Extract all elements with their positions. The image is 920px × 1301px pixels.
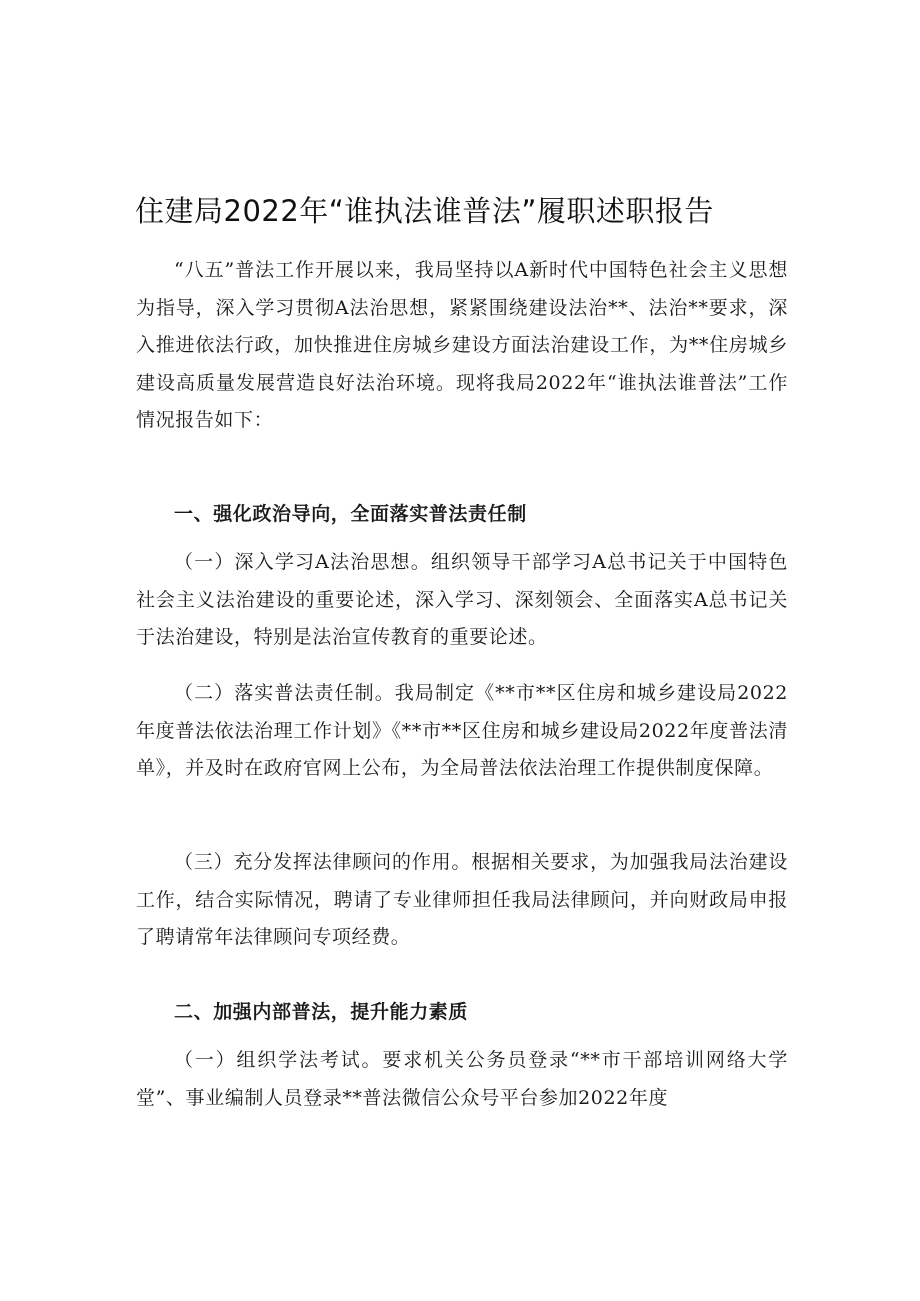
section-heading-1: 一、强化政治导向，全面落实普法责任制 xyxy=(174,503,527,525)
section-1-paragraph-1: （一）深入学习A法治思想。组织领导干部学习A总书记关于中国特色社会主义法治建设的重要论述，深入学习、深刻领会、全面落实A总书记关于法治建设，特别是法治宣传教育的重要论述。 xyxy=(136,551,788,648)
intro-paragraph: “八五”普法工作开展以来，我局坚持以A新时代中国特色社会主义思想为指导，深入学习贯彻A法治思想，紧紧围绕建设法治**、法治**要求，深入推进依法行政，加快推进住房城乡建设方面法治建设工作，为**住房城乡建设高质量发展营造良好法治环境。现将我局2022年“谁执法谁普法”工作情况报告如下： xyxy=(136,259,788,431)
section-1-paragraph-2: （二）落实普法责任制。我局制定《**市**区住房和城乡建设局2022年度普法依法治理工作计划》《**市**区住房和城乡建设局2022年度普法清单》，并及时在政府官网上公布，为全局普法依法治理工作提供制度保障。 xyxy=(136,682,788,779)
section-heading-2: 二、加强内部普法，提升能力素质 xyxy=(174,1001,469,1023)
section-1-paragraph-3: （三）充分发挥法律顾问的作用。根据相关要求，为加强我局法治建设工作，结合实际情况，聘请了专业律师担任我局法律顾问，并向财政局申报了聘请常年法律顾问专项经费。 xyxy=(136,851,788,948)
document-title: 住建局2022年“谁执法谁普法”履职述职报告 xyxy=(135,194,714,228)
section-2-paragraph-1: （一）组织学法考试。要求机关公务员登录“**市干部培训网络大学堂”、事业编制人员登录**普法微信公众号平台参加2022年度 xyxy=(136,1049,788,1109)
